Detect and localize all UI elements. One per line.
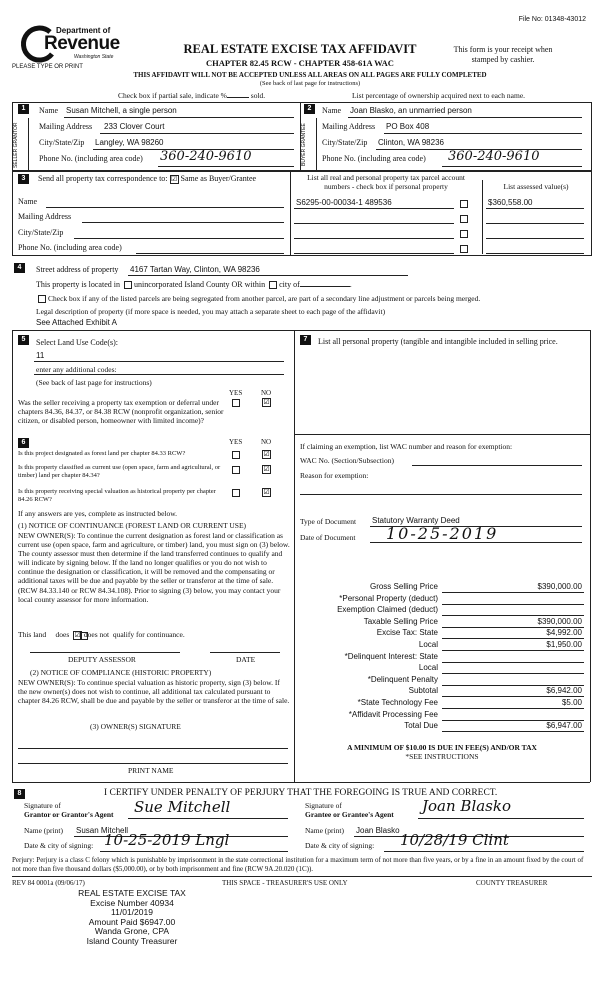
owner-signature-label: (3) OWNER(S) SIGNATURE — [90, 722, 181, 731]
stamp-line: 11/01/2019 — [111, 907, 153, 917]
section-1-number: 1 — [18, 104, 29, 114]
financial-value[interactable]: $6,947.00 — [546, 721, 582, 731]
s3-mail-label: Mailing Address — [18, 212, 72, 221]
treasurer-space: THIS SPACE - TREASURER'S USE ONLY — [222, 879, 348, 887]
warning-text: THIS AFFIDAVIT WILL NOT BE ACCEPTED UNLESS ALL AREAS ON ALL PAGES ARE FULLY COMPLETED — [133, 71, 487, 79]
seller-mail-value[interactable]: 233 Clover Court — [104, 122, 165, 131]
section-4-number: 4 — [14, 263, 25, 273]
exempt-yes-checkbox[interactable] — [230, 398, 242, 407]
historic-question: Is this property receiving special valuation as historical property per chapter 84.26 RCW? — [18, 488, 216, 503]
section-2-number: 2 — [304, 104, 315, 114]
seller-side-label: SELLER GRANTOR — [13, 122, 19, 168]
send-correspondence: Send all property tax correspondence to: ☑ Same as Buyer/Grantee — [38, 174, 257, 183]
city-of-checkbox[interactable] — [269, 281, 277, 289]
parcel-number-1[interactable]: S6295-00-00034-1 489536 — [296, 198, 392, 207]
treasurer-stamp — [62, 889, 202, 946]
receipt-note: This form is your receipt when stamped by cashier. — [453, 45, 553, 64]
segregated-checkbox[interactable] — [38, 295, 46, 303]
grantor-sig-label: Signature of Grantor or Grantor's Agent — [24, 801, 114, 819]
q3-no-checkbox[interactable]: ☑ — [263, 487, 270, 496]
please-type: PLEASE TYPE OR PRINT — [12, 64, 83, 70]
s6-yes-header: YES — [229, 438, 243, 446]
s3-city-label: City/State/Zip — [18, 228, 64, 237]
financial-label: Total Due — [404, 721, 438, 731]
personal-property-checkbox-2[interactable] — [458, 214, 470, 223]
financial-label: *Affidavit Processing Fee — [348, 709, 438, 719]
financial-label: *State Technology Fee — [357, 698, 438, 707]
type-document-label: Type of Document — [300, 517, 357, 526]
financial-label: Gross Selling Price — [369, 582, 438, 591]
grantor-signature[interactable]: Sue Mitchell — [134, 798, 231, 816]
financial-value[interactable]: $5.00 — [561, 698, 582, 707]
s3-phone-label: Phone No. (including area code) — [18, 243, 122, 252]
buyer-phone-value[interactable]: 360-240-9610 — [448, 149, 540, 164]
grantor-print-label: Name (print) — [24, 826, 63, 835]
file-number: File No: 01348-43012 — [518, 16, 586, 23]
grantor-print-name[interactable]: Susan Mitchell — [76, 826, 129, 835]
parcel-heading: List all real and personal property tax parcel account numbers - check box if personal property — [307, 173, 465, 191]
seller-name-label: Name — [39, 106, 59, 115]
county-treasurer-label: COUNTY TREASURER — [476, 879, 548, 887]
legal-description-value[interactable]: See Attached Exhibit A — [36, 318, 117, 327]
land-use-label: Select Land Use Code(s): — [36, 338, 118, 347]
form-title: REAL ESTATE EXCISE TAX AFFIDAVIT — [183, 42, 417, 56]
forest-land-question: Is this project designated as forest land per chapter 84.33 RCW? — [18, 450, 186, 457]
notice-compliance-body: NEW OWNER(S): To continue special valuation as historic property, sign (3) below. If the new owner(s) does not wish to continue, all additional tax calculated pursuant to chapter 84.26 RCW, shall be due and payable by the seller or transferor at the time of sale. — [18, 678, 290, 706]
assessed-value-1[interactable]: $360,558.00 — [488, 198, 533, 207]
grantee-date-city[interactable]: 10/28/19 Clint — [400, 831, 509, 849]
seller-name-value[interactable]: Susan Mitchell, a single person — [66, 106, 177, 115]
land-use-code[interactable]: 11 — [36, 351, 45, 360]
buyer-city-label: City/State/Zip — [322, 138, 368, 147]
q3-yes-checkbox[interactable] — [230, 488, 242, 497]
financial-label: *Delinquent Interest: State — [344, 651, 438, 661]
s6-no-header: NO — [261, 438, 272, 446]
perjury-note: Perjury: Perjury is a class C felony which is punishable by imprisonment in the state correctional institution for a maximum term of not more than five years, or by a fine in an amount fixed by the court of not more than five thousand dollars ($5,000.00), or by both imprisonment and fine (RCW 9A.20.020 (1C)). — [12, 856, 584, 873]
section-3-number: 3 — [18, 174, 29, 184]
certify-statement: I CERTIFY UNDER PENALTY OF PERJURY THAT THE FOREGOING IS TRUE AND CORRECT. — [104, 788, 498, 798]
see-instructions: *SEE INSTRUCTIONS — [405, 752, 479, 761]
buyer-name-label: Name — [322, 106, 342, 115]
buyer-phone-label: Phone No. (including area code) — [322, 154, 426, 163]
seller-phone-value[interactable]: 360-240-9610 — [160, 149, 252, 164]
s3-name-label: Name — [18, 197, 38, 206]
exempt-no-checkbox[interactable]: ☑ — [263, 397, 270, 406]
buyer-mail-label: Mailing Address — [322, 122, 376, 131]
dor-logo — [16, 24, 126, 64]
exemption-question: Was the seller receiving a property tax exemption or deferral under chapters 84.36, 84.37, or 84.38 RCW (nonprofit organization, senior citizen, or disabled person, homeowner with limited income)? — [18, 398, 224, 425]
grantee-date-label: Date & city of signing: — [305, 841, 375, 850]
notice-continuance-body: NEW OWNER(S): To continue the current designation as forest land or classification as current use (open space, farm and agriculture, or timber) land, you must sign on (3) below. The county assessor must then determine if the land transferred continues to qualify and will indicate by signing below. If the land no longer qualifies or you do not wish to continue the designation or classification, it will be removed and the compensating or additional taxes will be due and payable by the seller or transferor at the time of sale. (RCW 84.33.140 or RCW 84.34.108). Prior to signing (3) below, you may contact your local county assessor for more information. — [18, 531, 290, 604]
seller-phone-label: Phone No. (including area code) — [39, 154, 143, 163]
q2-no-checkbox[interactable]: ☑ — [263, 464, 270, 473]
assessor-date-label: DATE — [236, 655, 256, 664]
stamp-line: Wanda Grone, CPA — [94, 926, 170, 936]
does-checkbox[interactable] — [78, 631, 90, 640]
financial-label: Taxable Selling Price — [363, 616, 438, 626]
seller-city-label: City/State/Zip — [39, 138, 85, 147]
financial-label: Local — [418, 640, 438, 649]
date-document-value[interactable]: 10-25-2019 — [386, 524, 499, 543]
financial-value[interactable]: $4,992.00 — [546, 628, 582, 638]
q1-no-checkbox[interactable]: ☑ — [263, 449, 270, 458]
s5-yes-header: YES — [229, 389, 243, 397]
logo-sub: Washington State — [74, 54, 114, 60]
exemption-reason-label: Reason for exemption: — [300, 471, 369, 480]
financial-label: Exemption Claimed (deduct) — [337, 605, 438, 615]
segregated-note: Check box if any of the listed parcels are being segregated from another parcel, are part of a secondary line adjustment or parcels being merged. — [36, 294, 591, 303]
minimum-fee-note: A MINIMUM OF $10.00 IS DUE IN FEE(S) AND/OR TAX — [347, 743, 537, 752]
logo-main: Revenue — [44, 33, 120, 54]
current-use-question: Is this property classified as current use (open space, farm and agricultural, or timber) land per chapter 84.34? — [18, 464, 221, 479]
property-location: This property is located in unincorporated Island County OR within city of . — [36, 280, 352, 289]
grantee-signature[interactable]: Joan Blasko — [422, 797, 511, 815]
grantee-sig-label: Signature of Grantee or Grantee's Agent — [305, 801, 394, 819]
notice-continuance-title: (1) NOTICE OF CONTINUANCE (FOREST LAND OR CURRENT USE) — [18, 521, 247, 530]
continuance-row: This land does ☑ does not qualify for continuance. — [18, 630, 185, 639]
partial-sale-label: Check box if partial sale, indicate % sold. — [118, 91, 266, 100]
buyer-name-value[interactable]: Joan Blasko, an unmarried person — [350, 106, 472, 115]
street-address-value[interactable]: 4167 Tartan Way, Clinton, WA 98236 — [130, 265, 260, 274]
financial-label: Subtotal — [408, 686, 438, 696]
stamp-line: Amount Paid $6947.00 — [88, 916, 176, 927]
financial-value[interactable]: $6,942.00 — [546, 686, 582, 696]
unincorporated-checkbox[interactable] — [124, 281, 132, 289]
financial-value[interactable]: $390,000.00 — [537, 616, 582, 626]
buyer-mail-value[interactable]: PO Box 408 — [386, 122, 430, 131]
legal-description-label: Legal description of property (if more space is needed, you may attach a separate sheet to each page of the affidavit) — [36, 307, 386, 316]
section-5-number: 5 — [18, 335, 29, 345]
if-any-yes: If any answers are yes, complete as instructed below. — [18, 509, 178, 518]
s5-see-back: (See back of last page for instructions) — [36, 378, 152, 387]
additional-codes-label: enter any additional codes: — [36, 365, 117, 374]
wac-number-label: WAC No. (Section/Subsection) — [300, 456, 394, 465]
logo-top: Department of — [56, 26, 111, 35]
grantor-date-label: Date & city of signing: — [24, 841, 94, 850]
seller-city-value[interactable]: Langley, WA 98260 — [95, 138, 164, 147]
stamp-line: Excise Number 40934 — [90, 897, 174, 908]
exemption-claim-label: If claiming an exemption, list WAC number and reason for exemption: — [300, 442, 513, 451]
form-subtitle: CHAPTER 82.45 RCW - CHAPTER 458-61A WAC — [206, 58, 394, 68]
date-document-label: Date of Document — [300, 533, 356, 542]
see-back-note: (See back of last page for instructions) — [259, 80, 361, 87]
same-as-checkbox[interactable]: ☑ — [170, 174, 178, 183]
personal-property-checkbox-4[interactable] — [458, 244, 470, 253]
section-8-number: 8 — [14, 789, 25, 799]
financial-label: Local — [418, 663, 438, 673]
personal-property-checkbox-3[interactable] — [458, 229, 470, 238]
q2-yes-checkbox[interactable] — [230, 465, 242, 474]
ownership-note: List percentage of ownership acquired next to each name. — [352, 91, 526, 100]
personal-property-checkbox-1[interactable] — [458, 199, 470, 208]
does-not-checkbox[interactable]: ☑ — [74, 630, 81, 639]
section-7-number: 7 — [300, 335, 311, 345]
financial-value[interactable]: $1,950.00 — [546, 640, 582, 649]
assessed-heading: List assessed value(s) — [503, 182, 569, 191]
s5-no-header: NO — [261, 389, 272, 397]
grantee-print-label: Name (print) — [305, 826, 344, 835]
q1-yes-checkbox[interactable] — [230, 450, 242, 459]
print-name-label: PRINT NAME — [128, 766, 174, 775]
grantee-print-name[interactable]: Joan Blasko — [356, 826, 400, 835]
financial-value[interactable]: $390,000.00 — [537, 582, 582, 591]
stamp-line: REAL ESTATE EXCISE TAX — [78, 888, 186, 898]
buyer-city-value[interactable]: Clinton, WA 98236 — [378, 138, 444, 147]
seller-mail-label: Mailing Address — [39, 122, 93, 131]
type-document-value[interactable]: Statutory Warranty Deed — [372, 516, 460, 525]
personal-property-label: List all personal property (tangible and intangible included in selling price. — [318, 337, 558, 346]
section-6-number: 6 — [18, 438, 29, 448]
buyer-side-label: BUYER GRANTEE — [301, 123, 307, 167]
stamp-line: Island County Treasurer — [86, 935, 178, 946]
deputy-assessor-label: DEPUTY ASSESSOR — [68, 655, 136, 664]
financial-label: *Personal Property (deduct) — [339, 593, 438, 603]
grantor-date-city[interactable]: 10-25-2019 Lngl — [104, 831, 230, 849]
financial-label: *Delinquent Penalty — [367, 674, 438, 684]
street-address-label: Street address of property — [36, 265, 119, 274]
notice-compliance-title: (2) NOTICE OF COMPLIANCE (HISTORIC PROPERTY) — [30, 668, 212, 677]
form-revision: REV 84 0001a (09/06/17) — [12, 879, 85, 887]
financial-label: Excise Tax: State — [376, 628, 438, 638]
